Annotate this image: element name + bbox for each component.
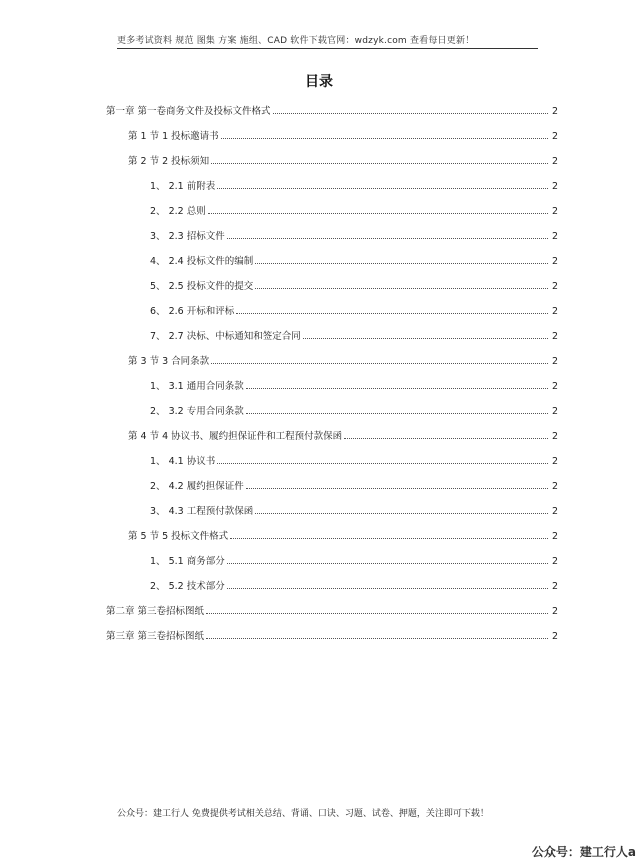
toc-entry[interactable] [150, 251, 558, 267]
page-footer: 公众号：建工行人 免费提供考试相关总结、背诵、口诀、习题、试卷、押题，关注即可下载！ [117, 809, 489, 819]
toc-page-number: 2 [551, 556, 558, 567]
toc-page-number: 2 [551, 481, 558, 492]
toc-dot-leader [208, 202, 548, 214]
toc-page-number: 2 [551, 606, 558, 617]
toc-entry-title: 第 5 节 5 投标文件格式 [128, 531, 229, 542]
toc-page-number: 2 [551, 156, 558, 167]
toc-entry-title: 3、 2.3 招标文件 [150, 231, 225, 242]
toc-entry-title: 2、 2.2 总则 [150, 206, 206, 217]
toc-page-number: 2 [551, 231, 558, 242]
toc-dot-leader [230, 527, 548, 539]
toc-dot-leader [206, 627, 548, 639]
toc-page-number: 2 [551, 456, 558, 467]
toc-page-number: 2 [551, 256, 558, 267]
toc-dot-leader [246, 477, 548, 489]
toc-entry-title: 3、 4.3 工程预付款保函 [150, 506, 254, 517]
toc-dot-leader [246, 377, 548, 389]
toc-entry-title: 7、 2.7 决标、中标通知和签定合同 [150, 331, 301, 342]
toc-entry-title: 第 1 节 1 投标邀请书 [128, 131, 219, 142]
toc-entry[interactable] [106, 626, 558, 642]
toc-dot-leader [217, 177, 548, 189]
page-header: 更多考试资料 规范 图集 方案 施组、CAD 软件下载官网：wdzyk.com 查看每日更新！ [117, 33, 538, 49]
toc-entry[interactable] [150, 576, 558, 592]
toc-entry-title: 2、 4.2 履约担保证件 [150, 481, 244, 492]
toc-entry[interactable] [128, 426, 558, 442]
toc-entry-title: 5、 2.5 投标文件的提交 [150, 281, 254, 292]
toc-entry[interactable] [150, 476, 558, 492]
toc-page-number: 2 [551, 131, 558, 142]
toc-entry[interactable] [128, 526, 558, 542]
toc-entry[interactable] [150, 451, 558, 467]
toc-entry-title: 1、 2.1 前附表 [150, 181, 216, 192]
toc-entry[interactable] [150, 376, 558, 392]
toc-entry-title: 第 4 节 4 协议书、履约担保证件和工程预付款保函 [128, 431, 343, 442]
toc-entry-title: 1、 5.1 商务部分 [150, 556, 225, 567]
toc-entry-title: 第二章 第三卷招标图纸 [106, 606, 205, 617]
toc-entry[interactable] [128, 151, 558, 167]
toc-entry-title: 第三章 第三卷招标图纸 [106, 631, 205, 642]
toc-dot-leader [227, 552, 548, 564]
toc-entry-title: 2、 3.2 专用合同条款 [150, 406, 244, 417]
toc-dot-leader [211, 352, 548, 364]
toc-entry[interactable] [150, 276, 558, 292]
toc-entry[interactable] [150, 551, 558, 567]
toc-dot-leader [273, 102, 548, 114]
toc-dot-leader [227, 227, 548, 239]
toc-entry[interactable] [106, 101, 558, 117]
toc-entry-title: 第 2 节 2 投标须知 [128, 156, 210, 167]
toc-entry[interactable] [150, 176, 558, 192]
toc-page-number: 2 [551, 506, 558, 517]
toc-page-number: 2 [551, 106, 558, 117]
toc-entry[interactable] [150, 501, 558, 517]
toc-page-number: 2 [551, 406, 558, 417]
toc-entry[interactable] [150, 401, 558, 417]
toc-page-number: 2 [551, 206, 558, 217]
toc-entry-title: 1、 3.1 通用合同条款 [150, 381, 244, 392]
toc-dot-leader [255, 252, 548, 264]
toc-page-number: 2 [551, 331, 558, 342]
toc-page-number: 2 [551, 581, 558, 592]
watermark: 公众号：建工行人a [531, 845, 636, 859]
toc-dot-leader [255, 502, 548, 514]
toc-entry-title: 第一章 第一卷商务文件及投标文件格式 [106, 106, 271, 117]
toc-entry[interactable] [150, 301, 558, 317]
toc-dot-leader [344, 427, 548, 439]
toc-page-number: 2 [551, 281, 558, 292]
toc-entry[interactable] [106, 601, 558, 617]
toc-entry[interactable] [150, 326, 558, 342]
toc-entry[interactable] [150, 226, 558, 242]
page-title: 目录 [305, 74, 333, 90]
toc-page-number: 2 [551, 381, 558, 392]
toc-dot-leader [255, 277, 548, 289]
toc-entry-title: 2、 5.2 技术部分 [150, 581, 225, 592]
toc-entry-title: 6、 2.6 开标和评标 [150, 306, 235, 317]
toc-dot-leader [221, 127, 548, 139]
toc-page-number: 2 [551, 181, 558, 192]
toc-page-number: 2 [551, 356, 558, 367]
toc-entry[interactable] [150, 201, 558, 217]
toc-dot-leader [236, 302, 548, 314]
toc-dot-leader [303, 327, 548, 339]
toc-entry-title: 第 3 节 3 合同条款 [128, 356, 210, 367]
toc-entry[interactable] [128, 126, 558, 142]
toc-entry-title: 4、 2.4 投标文件的编制 [150, 256, 254, 267]
toc-dot-leader [217, 452, 548, 464]
toc-page-number: 2 [551, 631, 558, 642]
toc-entry[interactable] [128, 351, 558, 367]
toc-page-number: 2 [551, 431, 558, 442]
toc-page-number: 2 [551, 531, 558, 542]
toc-dot-leader [227, 577, 548, 589]
toc-dot-leader [206, 602, 548, 614]
toc-dot-leader [246, 402, 548, 414]
toc-entry-title: 1、 4.1 协议书 [150, 456, 216, 467]
toc-dot-leader [211, 152, 548, 164]
toc-page-number: 2 [551, 306, 558, 317]
